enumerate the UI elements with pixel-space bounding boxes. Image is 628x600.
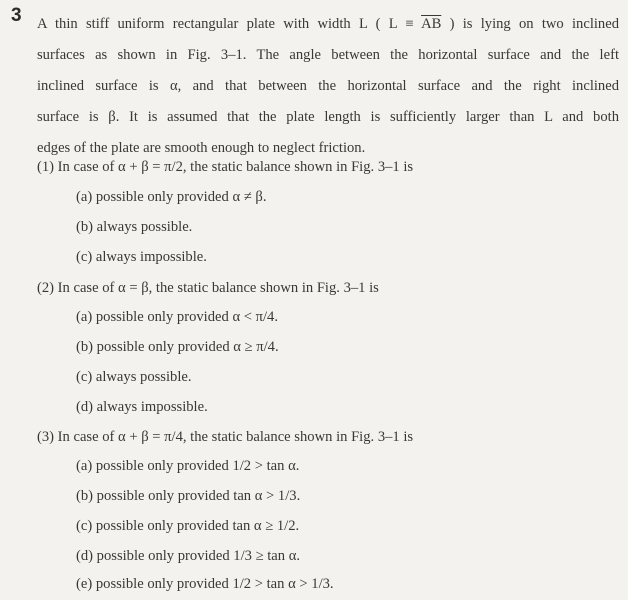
question-number: 3 — [11, 5, 22, 26]
part-2-option-d: (d) always impossible. — [76, 399, 208, 415]
part-2-option-b: (b) possible only provided α ≥ π/4. — [76, 339, 279, 355]
intro-line: edges of the plate are smooth enough to neglect friction. — [37, 140, 366, 156]
part-3-stem: (3) In case of α + β = π/4, the static balance shown in Fig. 3–1 is — [37, 429, 414, 445]
part-3-option-c: (c) possible only provided tan α ≥ 1/2. — [76, 518, 300, 534]
segment-ab: $\overline{AB}$ — [421, 16, 442, 32]
part-3-option-a: (a) possible only provided 1/2 > tan α. — [76, 458, 300, 474]
part-1-stem: (1) In case of α + β = π/2, the static balance shown in Fig. 3–1 is — [37, 159, 414, 175]
part-3-option-e: (e) possible only provided 1/2 > tan α > 1/3. — [76, 576, 334, 592]
part-2-option-c: (c) always possible. — [76, 369, 192, 385]
part-3-option-d: (d) possible only provided 1/3 ≥ tan α. — [76, 548, 300, 564]
part-2-stem: (2) In case of α = β, the static balance shown in Fig. 3–1 is — [37, 280, 379, 296]
intro-line: A thin stiff uniform rectangular plate with width L ( $L \equiv \overline{AB}$ ) is lying on two inclined — [37, 16, 620, 32]
part-1-option-c: (c) always impossible. — [76, 249, 207, 265]
problem-statement — [37, 9, 619, 164]
part-2-option-a: (a) possible only provided α < π/4. — [76, 309, 278, 325]
part-1-option-b: (b) always possible. — [76, 219, 193, 235]
part-3-option-b: (b) possible only provided tan α > 1/3. — [76, 488, 301, 504]
part-1-option-a: (a) possible only provided α ≠ β. — [76, 189, 267, 205]
intro-line: surfaces as shown in Fig. 3–1. The angle between the horizontal surface and the left — [37, 47, 619, 63]
intro-line: inclined surface is α, and that between the horizontal surface and the right inclined — [37, 78, 619, 94]
intro-line: surface is β. It is assumed that the plate length is sufficiently larger than L and both — [37, 109, 619, 125]
